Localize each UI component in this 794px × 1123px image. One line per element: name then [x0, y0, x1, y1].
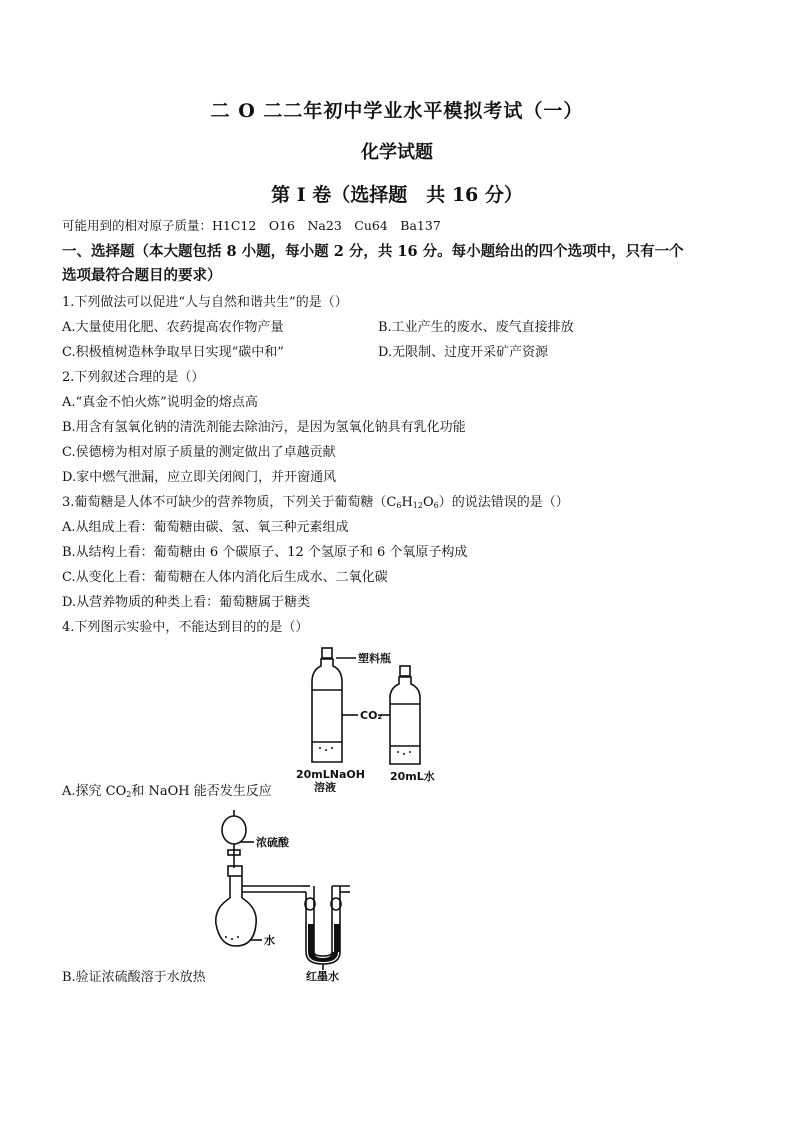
left-bottle-body [312, 659, 342, 762]
label-sulfuric-acid: 浓硫酸 [256, 836, 289, 849]
q1-option-b: B.工业产生的废水、废气直接排放 [378, 320, 574, 335]
label-co2: CO₂ [360, 709, 383, 722]
right-bottle-body [390, 677, 420, 764]
q3-option-d: D.从营养物质的种类上看：葡萄糖属于糖类 [62, 595, 311, 610]
q1-stem: 1.下列做法可以促进“人与自然和谐共生”的是（） [62, 295, 348, 310]
q3-option-b: B.从结构上看：葡萄糖由 6 个碳原子、12 个氢原子和 6 个氧原子构成 [62, 545, 468, 560]
q2-option-c: C.侯德榜为相对原子质量的测定做出了卓越贡献 [62, 445, 336, 460]
subject-title: 化学试题 [361, 142, 433, 163]
q3-option-a: A.从组成上看：葡萄糖由碳、氢、氧三种元素组成 [62, 520, 349, 535]
label-red-ink: 红墨水 [306, 970, 339, 982]
q2-option-b: B.用含有氢氧化钠的清洗剂能去除油污，是因为氢氧化钠具有乳化功能 [62, 420, 466, 435]
atomic-masses: 可能用到的相对原子质量：H1C12 O16 Na23 Cu64 Ba137 [62, 218, 441, 233]
round-flask [216, 898, 256, 946]
volume-title: 第 I 卷（选择题 共 16 分） [271, 184, 523, 206]
label-naoh: 20mLNaOH [296, 768, 365, 781]
figure-a-bottles [290, 642, 460, 792]
section-heading-line2: 选项最符合题目的要求） [62, 267, 222, 284]
label-water: 20mL水 [390, 770, 435, 783]
left-bottle-cap [322, 648, 332, 658]
label-solution: 溶液 [314, 781, 336, 792]
q2-option-d: D.家中燃气泄漏，应立即关闭阀门，并开窗通风 [62, 470, 337, 485]
q3-option-c: C.从变化上看：葡萄糖在人体内消化后生成水、二氧化碳 [62, 570, 388, 585]
section-heading-line1: 一、选择题（本大题包括 8 小题，每小题 2 分，共 16 分。每小题给出的四个选项中，只有一个 [62, 243, 684, 260]
label-flask-water: 水 [264, 934, 275, 947]
figure-b-apparatus [210, 806, 360, 982]
q1-option-c: C.积极植树造林争取早日实现“碳中和” [62, 345, 284, 360]
label-plastic-bottle: 塑料瓶 [358, 652, 391, 665]
q4-stem: 4.下列图示实验中，不能达到目的的是（） [62, 620, 309, 635]
q4-option-a: A.探究 $CO_2$和 NaOH 能否发生反应 [62, 784, 272, 799]
q4-option-b: B.验证浓硫酸溶于水放热 [62, 970, 206, 985]
q2-option-a: A.“真金不怕火炼”说明金的熔点高 [62, 395, 258, 410]
q1-option-d: D.无限制、过度开采矿产资源 [378, 345, 549, 360]
q2-stem: 2.下列叙述合理的是（） [62, 370, 205, 385]
right-bottle-cap [400, 666, 410, 676]
dropping-funnel [222, 816, 246, 844]
q3-stem: 3.葡萄糖是人体不可缺少的营养物质，下列关于葡萄糖$(C_6H_{12}O_6)$的说法错误的是（） [62, 495, 569, 510]
exam-title: 二 O 二二年初中学业水平模拟考试（一） [210, 100, 584, 122]
q1-option-a: A.大量使用化肥、农药提高农作物产量 [62, 320, 284, 335]
